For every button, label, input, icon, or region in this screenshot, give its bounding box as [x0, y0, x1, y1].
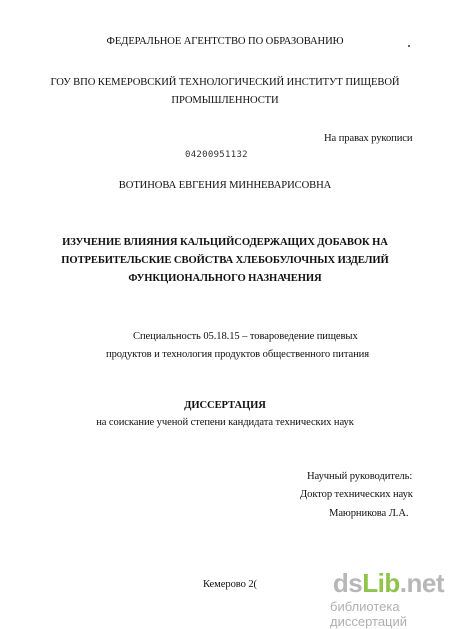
specialty-line-2: продуктов и технология продуктов общественного питания	[106, 349, 369, 360]
rights-note: На правах рукописи	[324, 133, 413, 144]
specialty-line-1: Специальность 05.18.15 – товароведение пищевых	[133, 331, 358, 342]
logo-suffix: .net	[399, 568, 444, 598]
logo-prefix: ds	[332, 568, 363, 598]
supervisor-label: Научный руководитель:	[307, 471, 413, 482]
institute-line-1: ГОУ ВПО КЕМЕРОВСКИЙ ТЕХНОЛОГИЧЕСКИЙ ИНСТИТУТ ПИЩЕВОЙ	[50, 77, 400, 88]
thesis-title-line-1: ИЗУЧЕНИЕ ВЛИЯНИЯ КАЛЬЦИЙСОДЕРЖАЩИХ ДОБАВОК НА	[62, 237, 388, 248]
work-type-heading: ДИССЕРТАЦИЯ	[184, 400, 266, 411]
watermark-caption: библиотека диссертаций	[330, 599, 408, 629]
work-type-subtitle: на соискание ученой степени кандидата технических наук	[96, 417, 354, 428]
document-number: 04200951132	[185, 150, 248, 160]
author-name: ВОТИНОВА ЕВГЕНИЯ МИННЕВАРИСОВНА	[118, 180, 332, 191]
dslib-logo	[333, 568, 444, 599]
thesis-title-line-3: ФУНКЦИОНАЛЬНОГО НАЗНАЧЕНИЯ	[128, 273, 322, 284]
thesis-title-line-2: ПОТРЕБИТЕЛЬСКИЕ СВОЙСТВА ХЛЕБОБУЛОЧНЫХ ИЗДЕЛИЙ	[61, 255, 389, 266]
agency-heading: ФЕДЕРАЛЬНОЕ АГЕНТСТВО ПО ОБРАЗОВАНИЮ	[106, 36, 344, 47]
supervisor-degree: Доктор технических наук	[300, 489, 413, 500]
dslib-watermark	[330, 568, 448, 629]
institute-line-2: ПРОМЫШЛЕННОСТИ	[171, 95, 279, 106]
scan-speck	[408, 45, 410, 47]
supervisor-name: Маюрникова Л.А.	[329, 508, 409, 519]
logo-highlight: Lib	[362, 568, 400, 598]
city-year: Кемерово 2(	[203, 579, 257, 590]
